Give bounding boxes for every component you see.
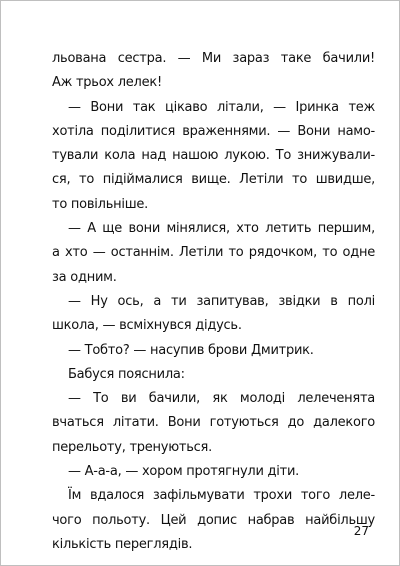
text-line: а хто — останнім. Летіли то рядочком, то одне <box>52 245 375 261</box>
text-line: то повільніше. <box>52 196 148 212</box>
text-line: за одним. <box>52 269 117 285</box>
text-line: перельоту, тренуються. <box>52 439 212 455</box>
text-line: — Тобто? — насупив брови Дмитрик. <box>68 342 314 358</box>
page-number: 27 <box>353 524 369 538</box>
text-line: вчаться літати. Вони готуються до далекого <box>52 415 375 431</box>
body-text <box>52 47 375 557</box>
text-line: Аж трьох лелек! <box>52 75 162 91</box>
text-line: тували кола над нашою лукою. То знижували- <box>52 148 375 164</box>
text-line: чого польоту. Цей допис набрав найбільшу <box>52 512 375 528</box>
text-line: — Ну ось, а ти запитував, звідки в полі <box>68 293 375 309</box>
text-line: — А ще вони мінялися, хто летить першим, <box>68 221 375 237</box>
text-line: хотіла поділитися враженнями. — Вони намо- <box>52 123 375 139</box>
text-line: льована сестра. — Ми зараз таке бачили! <box>52 51 375 66</box>
text-line: кількість переглядів. <box>52 536 193 552</box>
text-line: — А-а-а, — хором протягнули діти. <box>68 464 300 480</box>
text-line: — То ви бачили, як молоді лелеченята <box>68 391 375 407</box>
text-line: Їм вдалося зафільмувати трохи того леле- <box>68 488 375 504</box>
text-line: школа, — всміхнувся дідусь. <box>52 318 242 334</box>
text-line: ся, то підіймалися вище. Летіли то швидше, <box>52 172 375 188</box>
text-line: Бабуся пояснила: <box>68 366 185 382</box>
text-line: — Вони так цікаво літали, — Іринка теж <box>68 99 375 115</box>
